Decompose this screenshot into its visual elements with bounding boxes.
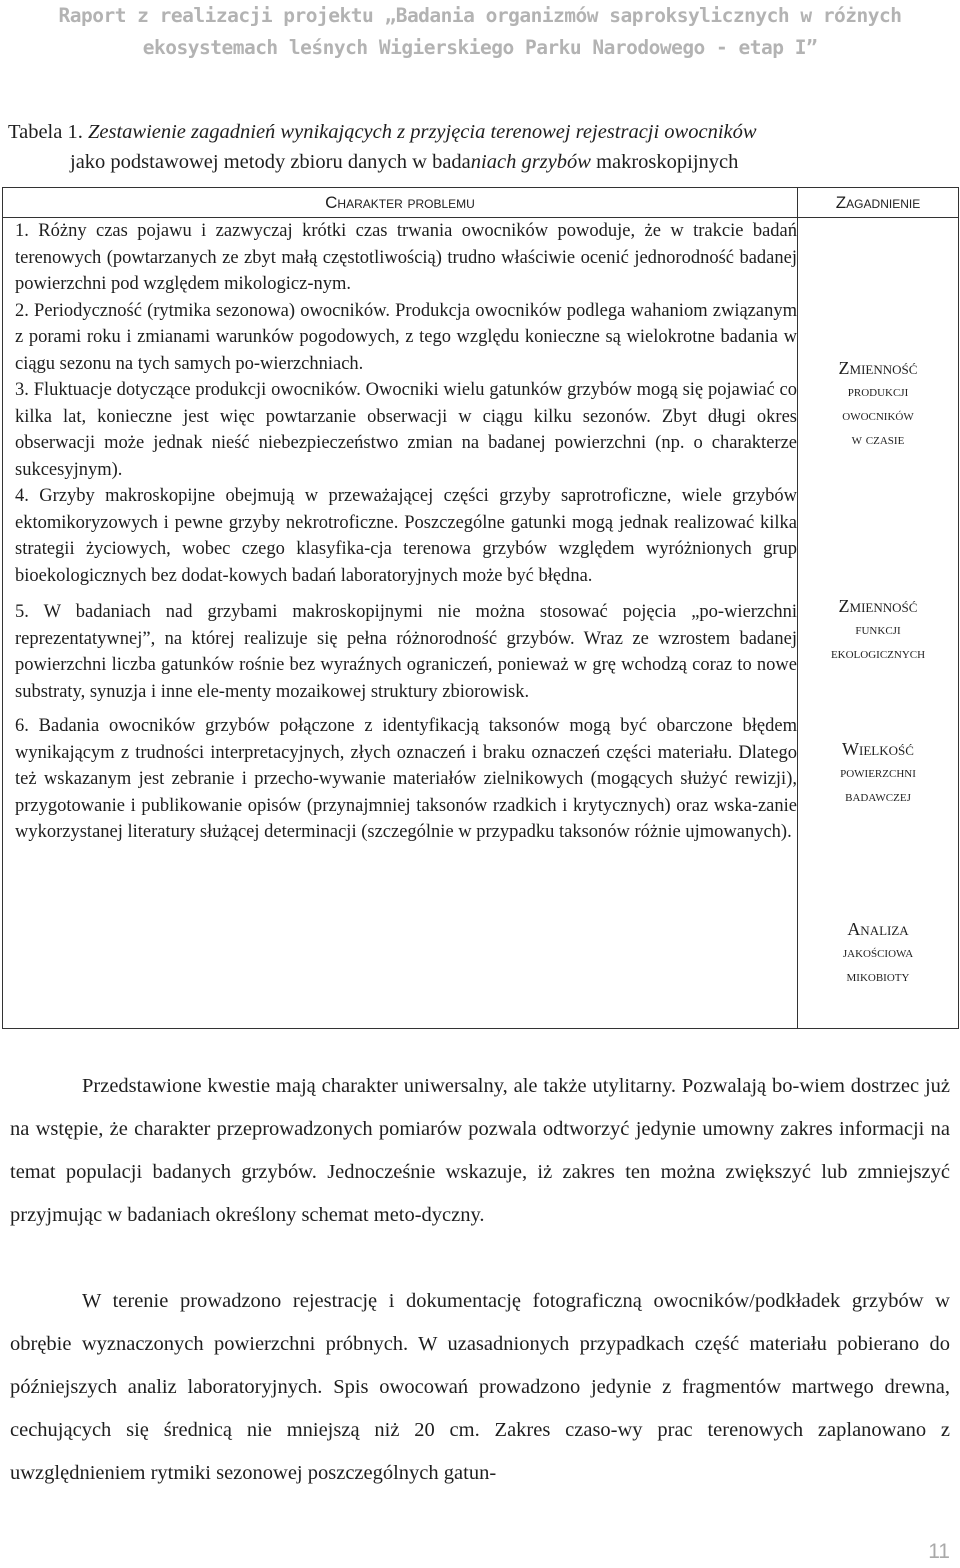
topic-1-line-4: w czasie xyxy=(851,432,905,448)
topic-3-line-1: Wielkość xyxy=(842,739,914,759)
table-caption xyxy=(8,117,953,177)
topic-2-line-3: ekologicznych xyxy=(830,646,926,662)
problem-6: 6. Badania owocników grzybów połączone z identyfikacją taksonów mogą być obarczone błędem wynikającym z trudności interpretacyjnych, złych oznaczeń i braku oznaczeń części materiału. Dlatego też wskazanym jest zebranie i przecho-wywanie materiałów zielnikowych (mogących służyć rewizji), przygotowanie i publikowanie opisów (przynajmniej taksonów rzadkich i krytycznych) oraz wska-zanie wykorzystanej literatury służącej determinacji (szczególnie w przypadku taksonów różnie ujmowanych). xyxy=(15,716,797,842)
topic-2-line-2: funkcji xyxy=(855,622,901,638)
table-title-line-1: Zestawienie zagadnień wynikających z przyjęcia terenowej rejestracji owocników xyxy=(87,121,757,143)
topics-cell xyxy=(798,218,959,1029)
problem-5: 5. W badaniach nad grzybami makroskopijnymi nie można stosować pojęcia „po-wierzchni reprezentatywnej”, na której realizuje się pełna różnorodność grzybów. Wraz ze wzrostem badanej powierzchni liczba gatunków rośnie bez wyraźnych ograniczeń, ponieważ w grę wchodzą coraz to nowe substraty, synuzja i inne ele-menty mozaikowej struktury zbiorowisk. xyxy=(15,602,797,702)
topic-time-variability xyxy=(798,356,958,452)
topic-1-line-1: Zmienność xyxy=(838,358,918,378)
running-header-line-1: Raport z realizacji projektu „Badania organizmów saproksylicznych w różnych xyxy=(58,4,902,27)
table-title-part-c: makroskopijnych xyxy=(590,151,739,173)
table-title-part-b: niach grzybów xyxy=(470,151,591,173)
topic-4-line-2: jakościowa xyxy=(842,945,914,961)
running-header xyxy=(0,0,960,64)
body-paragraph-1: Przedstawione kwestie mają charakter uniwersalny, ale także utylitarny. Pozwalają bo-wiem dostrzec już na wstępie, że charakter przeprowadzonych pomiarów pozwala odtworzyć jedynie umowny zakres informacji na temat populacji badanych grzybów. Jednocześnie wskazuje, iż zakres ten można zwiększyć lub zmniejszyć przyjmując w badaniach określony schemat meto-dyczny. xyxy=(10,1075,950,1226)
column-header-problem: Charakter problemu xyxy=(3,188,798,218)
topic-ecological-functions xyxy=(798,594,958,666)
topic-1-line-3: owocników xyxy=(842,408,914,424)
problems-cell xyxy=(3,218,798,1029)
column-header-topic: Zagadnienie xyxy=(798,188,959,218)
topic-4-line-3: mikobioty xyxy=(846,969,910,985)
topic-qualitative-analysis xyxy=(798,917,958,989)
summary-table xyxy=(2,187,959,1029)
topic-1-line-2: produkcji xyxy=(847,384,909,400)
topic-4-line-1: Analiza xyxy=(847,919,909,939)
table-title-line-2 xyxy=(8,147,953,177)
table-title-part-a: jako podstawowej metody zbioru danych w bada xyxy=(70,151,471,173)
topic-2-line-1: Zmienność xyxy=(838,596,918,616)
table-body-row xyxy=(3,218,959,1029)
topic-3-line-3: badawczej xyxy=(845,789,911,805)
topic-3-line-2: powierzchni xyxy=(840,765,916,781)
table-header-row xyxy=(3,188,959,218)
running-header-line-2: ekosystemach leśnych Wigierskiego Parku Narodowego - etap I” xyxy=(142,36,818,59)
body-paragraph-2: W terenie prowadzono rejestrację i dokumentację fotograficzną owocników/podkładek grzybów w obrębie wyznaczonych powierzchni próbnych. W uzasadnionych przypadkach część materiału pobierano do późniejszych analiz laboratoryjnych. Spis owocowań prowadzono jedynie z fragmentów martwego drewna, cechujących się średnicą nie mniejszą niż 20 cm. Zakres czaso-wy prac terenowych zaplanowano z uwzględnieniem rytmiki sezonowej poszczególnych gatun- xyxy=(10,1290,950,1484)
problem-1: 1. Różny czas pojawu i zazwyczaj krótki czas trwania owocników powoduje, że w trakcie badań terenowych (powtarzanych ze zbyt małą częstotliwością) trudno właściwie ocenić jednorodność badanej powierzchni pod względem mikologicz-nym. xyxy=(15,221,797,294)
problem-4: 4. Grzyby makroskopijne obejmują w przeważającej części grzyby saprotroficzne, wiele grzybów ektomikoryzowych i pewne grzyby nekrotroficzne. Poszczególne gatunki mogą jednak realizować kilka strategii życiowych, wobec czego klasyfika-cja terenowa grzybów względem wyróżnionych grup bioekologicznych bez dodat-kowych badań laboratoryjnych może być błędna. xyxy=(15,486,797,586)
page-number: 11 xyxy=(928,1540,950,1563)
problem-2: 2. Periodyczność (rytmika sezonowa) owocników. Produkcja owocników podlega wahaniom związanym z porami roku i zmianami warunków pogodowych, z tego względu konieczne są wielokrotne badania w ciągu sezonu na tych samych po-wierzchniach. xyxy=(15,300,797,374)
problem-3: 3. Fluktuacje dotyczące produkcji owocników. Owocniki wielu gatunków grzybów mogą się pojawiać co kilka lat, konieczne jest więc powtarzanie obserwacji w ciągu kilku sezonów. Zbyt długi okres obserwacji może jednak nieść niebezpieczeństwo zmian na badanej powierzchni (np. o charakterze sukcesyjnym). xyxy=(15,380,797,480)
topic-research-area-size xyxy=(798,737,958,809)
table-label: Tabela 1. xyxy=(8,121,83,143)
